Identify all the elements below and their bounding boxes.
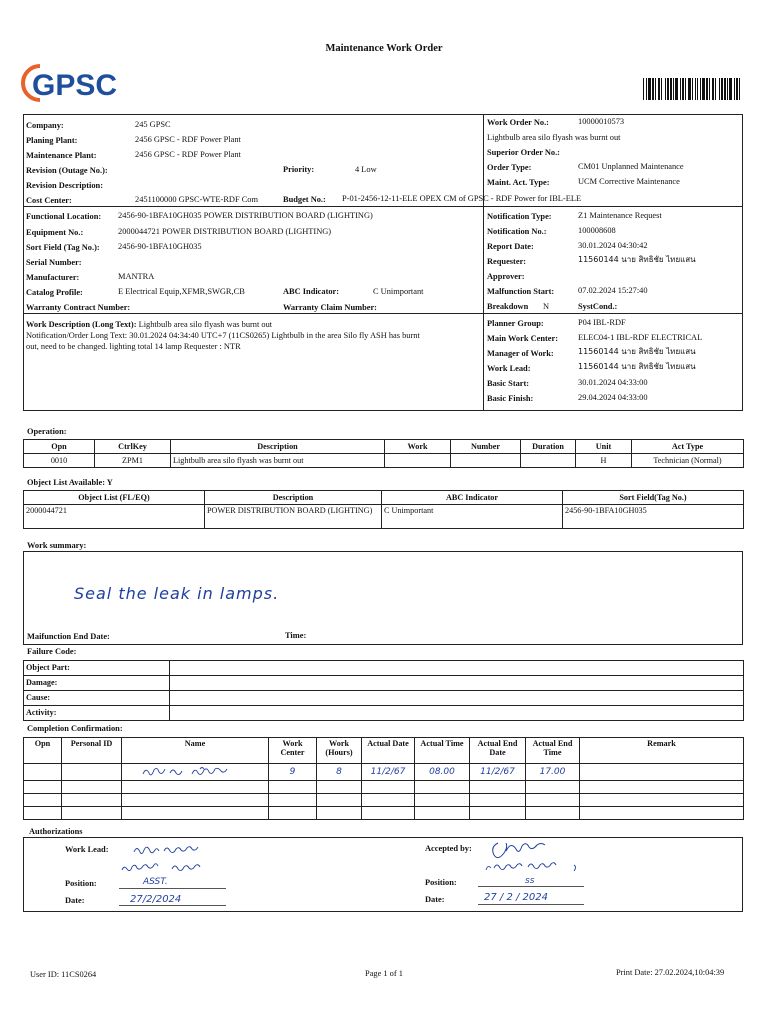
barcode-bar [697, 78, 698, 100]
cost-center-label: Cost Center: [26, 196, 72, 205]
equipment-no-value: 2000044721 POWER DISTRIBUTION BOARD (LIGHTING) [118, 227, 332, 236]
work-order-desc: Lightbulb area silo flyash was burnt out [487, 133, 621, 142]
barcode-bar [700, 78, 701, 100]
breakdown-label: Breakdown [487, 302, 529, 311]
barcode-bar [715, 78, 716, 100]
barcode-bar [734, 78, 735, 100]
operation-cell: H [576, 454, 632, 468]
completion-work-center: 9 [269, 764, 317, 781]
notification-type-value: Z1 Maintenance Request [578, 211, 662, 220]
barcode-bar [670, 78, 672, 100]
cost-center-value: 2451100000 GPSC-WTE-RDF Com [135, 195, 258, 204]
malfunction-end-label: Maifunction End Date: [27, 632, 110, 641]
completion-header: Actual Time [415, 738, 470, 764]
accepted-date-label: Date: [425, 895, 445, 904]
barcode-bar [719, 78, 720, 100]
operation-header: Description [171, 440, 385, 454]
completion-header: Work (Hours) [317, 738, 362, 764]
barcode-bar [727, 78, 728, 100]
document-title: Maintenance Work Order [325, 43, 443, 54]
completion-end-date: 11/2/67 [470, 764, 526, 781]
accepted-date-value: 27 / 2 / 2024 [484, 892, 548, 903]
completion-table [23, 737, 744, 820]
barcode-bar [682, 78, 684, 100]
object-part-label: Object Part: [24, 661, 170, 676]
completion-hours: 8 [317, 764, 362, 781]
operation-header: Unit [576, 440, 632, 454]
auth-date-label: Date: [65, 896, 85, 905]
footer-print-date: Print Date: 27.02.2024,10:04:39 [616, 968, 725, 977]
revision-label: Revision (Outage No.): [26, 166, 108, 175]
work-order-value: 10000010573 [578, 117, 625, 126]
barcode-bar [680, 78, 681, 100]
operation-header: Opn [24, 440, 95, 454]
object-list-cell: 2000044721 [24, 505, 205, 529]
revision-desc-label: Revision Description: [26, 181, 103, 190]
object-list-title: Object List Available: Y [27, 478, 113, 487]
planner-group-value: P04 IBL-RDF [578, 318, 626, 327]
barcode-bar [695, 78, 696, 100]
planing-plant-value: 2456 GPSC - RDF Power Plant [135, 135, 241, 144]
failure-code-title: Failure Code: [27, 647, 77, 656]
operation-header: Duration [521, 440, 576, 454]
barcode-bar [692, 78, 693, 100]
maintenance-plant-value: 2456 GPSC - RDF Power Plant [135, 150, 241, 159]
barcode-bar [685, 78, 686, 100]
barcode-bar [736, 78, 738, 100]
completion-actual-date: 11/2/67 [362, 764, 415, 781]
completion-title: Completion Confirmation: [27, 724, 123, 733]
basic-start-label: Basic Start: [487, 379, 530, 388]
malfunction-start-label: Malfunction Start: [487, 287, 555, 296]
work-lead-value: 11560144 นาย สิทธิชัย ไทยแสน [578, 362, 696, 371]
auth-date-value: 27/2/2024 [130, 894, 182, 905]
work-description-title: Lightbulb area silo flyash was burnt out [138, 320, 273, 329]
accepted-by-label: Accepted by: [425, 844, 472, 853]
failure-code-table [23, 660, 744, 721]
object-list-header: Object List (FL/EQ) [24, 491, 205, 505]
superior-order-label: Superior Order No.: [487, 148, 560, 157]
completion-header: Name [122, 738, 269, 764]
time-label: Time: [285, 631, 307, 640]
object-list-cell: 2456-90-1BFA10GH035 [563, 505, 744, 529]
sort-field-label: Sort Field (Tag No.): [26, 243, 100, 252]
work-lead-signature [116, 838, 236, 874]
barcode [643, 78, 742, 100]
basic-finish-value: 29.04.2024 04:33:00 [578, 393, 648, 402]
operation-cell [385, 454, 451, 468]
barcode-bar [688, 78, 691, 100]
budget-label: Budget No.: [283, 195, 326, 204]
auth-work-lead-label: Work Lead: [65, 845, 109, 854]
object-list-cell: POWER DISTRIBUTION BOARD (LIGHTING) [205, 505, 382, 529]
warranty-contract-label: Warranty Contract Number: [26, 303, 131, 312]
barcode-bar [712, 78, 714, 100]
barcode-bar [709, 78, 710, 100]
operation-cell: Technician (Normal) [632, 454, 744, 468]
footer-page: Page 1 of 1 [365, 969, 403, 978]
barcode-bar [729, 78, 732, 100]
main-work-center-label: Main Work Center: [487, 334, 559, 343]
object-list-header: Sort Field(Tag No.) [563, 491, 744, 505]
barcode-bar [655, 78, 656, 100]
operation-header: Act Type [632, 440, 744, 454]
barcode-bar [661, 78, 662, 100]
operation-cell: ZPM1 [95, 454, 171, 468]
footer-user-id: User ID: 11CS0264 [30, 970, 97, 979]
functional-location-value: 2456-90-1BFA10GH035 POWER DISTRIBUTION BOARD (LIGHTING) [118, 211, 373, 220]
barcode-bar [673, 78, 674, 100]
catalog-profile-value: E Electrical Equip,XFMR,SWGR,CB [118, 287, 245, 296]
notification-no-value: 100008608 [578, 226, 616, 235]
work-description-line: Notification/Order Long Text: 30.01.2024 04:34:40 UTC+7 (11CS0265) Lightbulb in the area Silo fly ASH has burnt [26, 330, 420, 340]
approver-label: Approver: [487, 272, 525, 281]
activity-label: Activity: [24, 706, 170, 721]
warranty-claim-label: Warranty Claim Number: [283, 303, 377, 312]
planing-plant-label: Planing Plant: [26, 136, 78, 145]
requester-value: 11560144 นาย สิทธิชัย ไทยแสน [578, 255, 696, 264]
report-date-value: 30.01.2024 04:30:42 [578, 241, 648, 250]
completion-actual-time: 08.00 [415, 764, 470, 781]
manager-of-work-value: 11560144 นาย สิทธิชัย ไทยแสน [578, 347, 696, 356]
manufacturer-label: Manufacturer: [26, 273, 80, 282]
breakdown-value: N [543, 302, 550, 311]
completion-header: Remark [580, 738, 744, 764]
basic-start-value: 30.01.2024 04:33:00 [578, 378, 648, 387]
cause-label: Cause: [24, 691, 170, 706]
work-summary-title: Work summary: [27, 541, 87, 550]
equipment-no-label: Equipment No.: [26, 228, 84, 237]
barcode-bar [665, 78, 666, 100]
object-list-table [23, 490, 744, 529]
main-work-center-value: ELEC04-1 IBL-RDF ELECTRICAL [578, 333, 703, 342]
object-list-header: ABC Indicator [382, 491, 563, 505]
barcode-bar [721, 78, 723, 100]
catalog-profile-label: Catalog Profile: [26, 288, 83, 297]
completion-header: Actual End Time [526, 738, 580, 764]
work-description-line: out, need to be changed. lighting total 14 lamp Requester : NTR [26, 341, 241, 351]
operation-cell: 0010 [24, 454, 95, 468]
auth-position-value: ASST. [143, 877, 168, 887]
company-label: Company: [26, 121, 64, 130]
order-type-value: CM01 Unplanned Maintenance [578, 162, 684, 171]
operation-cell [521, 454, 576, 468]
work-order-label: Work Order No.: [487, 118, 549, 127]
gpsc-logo [20, 60, 120, 104]
order-type-label: Order Type: [487, 163, 532, 172]
auth-position-label: Position: [65, 879, 97, 888]
barcode-bar [739, 78, 740, 100]
completion-header: Opn [24, 738, 62, 764]
requester-label: Requester: [487, 257, 527, 266]
logo-text: GPSC [32, 69, 118, 102]
operation-header: Work [385, 440, 451, 454]
accepted-position-label: Position: [425, 878, 457, 887]
completion-header: Personal ID [62, 738, 122, 764]
company-value: 245 GPSC [135, 120, 171, 129]
serial-number-label: Serial Number: [26, 258, 82, 267]
budget-value: P-01-2456-12-11-ELE OPEX CM of GPSC - RDF Power for IBL-ELE [342, 194, 582, 203]
maint-act-value: UCM Corrective Maintenance [578, 177, 680, 186]
completion-end-time: 17.00 [526, 764, 580, 781]
completion-header: Work Center [269, 738, 317, 764]
barcode-bar [646, 78, 647, 100]
operation-cell: Lightbulb area silo flyash was burnt out [171, 454, 385, 468]
manufacturer-value: MANTRA [118, 272, 155, 281]
planner-group-label: Planner Group: [487, 319, 544, 328]
barcode-bar [724, 78, 726, 100]
malfunction-start-value: 07.02.2024 15:27:40 [578, 286, 648, 295]
sort-field-value: 2456-90-1BFA10GH035 [118, 242, 202, 251]
abc-indicator-value: C Unimportant [373, 287, 424, 296]
completion-header: Actual Date [362, 738, 415, 764]
operation-table [23, 439, 744, 468]
maint-act-label: Maint. Act. Type: [487, 178, 550, 187]
operation-title: Operation: [27, 427, 67, 436]
notification-type-label: Notification Type: [487, 212, 552, 221]
accepted-by-signature [478, 837, 590, 875]
report-date-label: Report Date: [487, 242, 534, 251]
work-summary-handwriting: Seal the leak in lamps. [74, 584, 280, 603]
completion-name-signature [122, 764, 269, 781]
object-list-header: Description [205, 491, 382, 505]
operation-header: Number [451, 440, 521, 454]
barcode-bar [658, 78, 660, 100]
notification-no-label: Notification No.: [487, 227, 547, 236]
damage-label: Damage: [24, 676, 170, 691]
barcode-bar [643, 78, 644, 100]
maintenance-plant-label: Maintenance Plant: [26, 151, 97, 160]
operation-header: CtrlKey [95, 440, 171, 454]
functional-location-label: Functional Location: [26, 212, 102, 221]
object-list-cell: C Unimportant [382, 505, 563, 529]
barcode-bar [675, 78, 678, 100]
operation-cell [451, 454, 521, 468]
abc-indicator-label: ABC Indicator: [283, 287, 340, 296]
authorizations-title: Authorizations [29, 827, 83, 836]
barcode-bar [702, 78, 705, 100]
systcond-label: SystCond.: [578, 302, 618, 311]
accepted-position-value: ss [525, 876, 535, 886]
barcode-bar [667, 78, 669, 100]
work-lead-label: Work Lead: [487, 364, 531, 373]
barcode-bar [648, 78, 651, 100]
basic-finish-label: Basic Finish: [487, 394, 534, 403]
priority-value: 4 Low [355, 165, 377, 174]
manager-of-work-label: Manager of Work: [487, 349, 554, 358]
work-description [26, 320, 478, 353]
barcode-bar [652, 78, 654, 100]
work-description-label: Work Description (Long Text): [26, 320, 137, 329]
completion-header: Actual End Date [470, 738, 526, 764]
barcode-bar [706, 78, 708, 100]
priority-label: Priority: [283, 165, 315, 174]
